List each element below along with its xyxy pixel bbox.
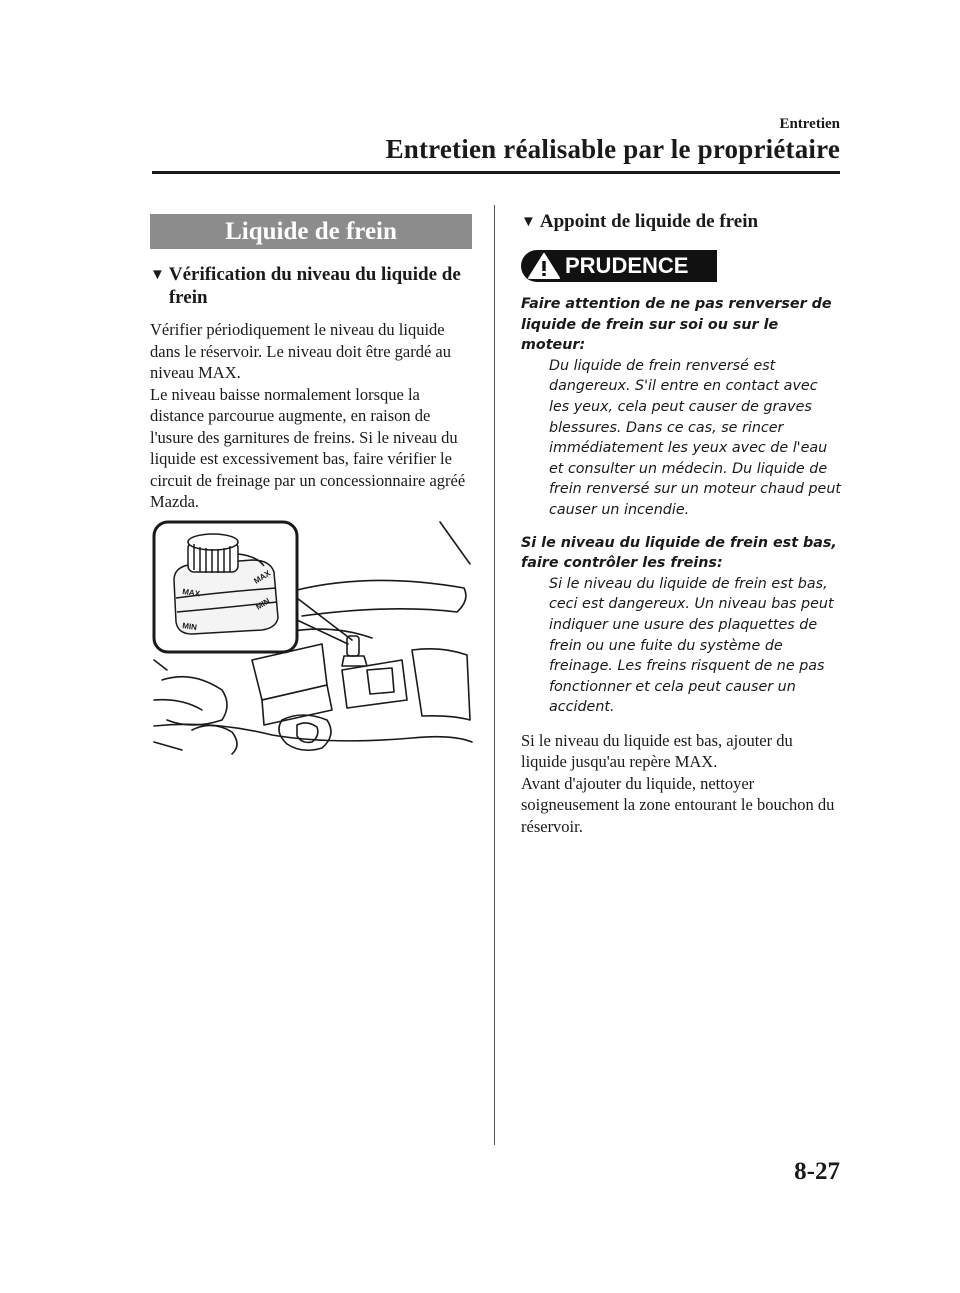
caution-lead: Faire attention de ne pas renverser de liquide de frein sur soi ou sur le moteur: xyxy=(521,296,832,354)
triangle-down-icon: ▼ xyxy=(150,267,165,283)
caution-box xyxy=(521,294,841,718)
left-column xyxy=(150,214,472,513)
subheading-text: Appoint de liquide de frein xyxy=(539,211,759,232)
subheading-text: Vérification du niveau du liquide de frein xyxy=(168,264,461,308)
subheading-add-fluid xyxy=(521,210,841,234)
header-rule xyxy=(152,171,840,174)
caution-text: Du liquide de frein renversé est dangereux. S'il entre en contact avec les yeux, cela peut causer de graves blessures. Dans ce cas, se rincer immédiatement les yeux avec de l'eau et consulter un médecin. Du liquide de frein renversé sur un moteur chaud peut causer un incendie. xyxy=(549,357,842,518)
column-divider xyxy=(494,205,495,1145)
paragraph: Vérifier périodiquement le niveau du liquide dans le réservoir. Le niveau doit être gardé au niveau MAX. xyxy=(150,320,451,382)
chapter-label: Entretien xyxy=(779,116,840,132)
warning-icon xyxy=(527,252,561,280)
paragraph: Si le niveau du liquide est bas, ajouter du liquide jusqu'au repère MAX. xyxy=(521,730,793,772)
paragraph: Avant d'ajouter du liquide, nettoyer soigneusement la zone entourant le bouchon du réservoir. xyxy=(521,773,835,836)
page-title: Entretien réalisable par le propriétaire xyxy=(385,134,840,164)
caution-text: Si le niveau du liquide de frein est bas, ceci est dangereux. Un niveau bas peut indiquer une usure des plaquettes de frein ou une fuite du système de freinage. Les freins risquent de ne pas fonctionner et cela peut causer un accident. xyxy=(549,575,834,716)
triangle-down-icon: ▼ xyxy=(521,214,536,230)
paragraph: Le niveau baisse normalement lorsque la distance parcourue augmente, en raison de l'usure des garnitures de freins. Si le niveau du liquide est excessivement bas, faire vérifier le circuit de freinage par un concessionnaire agréé Mazda. xyxy=(150,384,466,511)
brake-fluid-reservoir-illustration xyxy=(152,520,474,755)
section-title: Liquide de frein xyxy=(150,214,472,249)
check-level-text xyxy=(150,319,472,513)
add-fluid-text xyxy=(521,730,841,838)
max-front-label: MAX xyxy=(181,587,201,599)
max-side-label: MAX xyxy=(252,568,273,586)
page-number: 8-27 xyxy=(794,1158,840,1185)
right-column xyxy=(521,210,841,837)
caution-item xyxy=(521,294,841,521)
subheading-check-level xyxy=(150,263,472,309)
caution-lead: Si le niveau du liquide de frein est bas, faire contrôler les freins: xyxy=(521,534,837,572)
caution-badge xyxy=(521,250,717,282)
min-side-label: MIN xyxy=(254,596,272,612)
caution-badge-label: PRUDENCE xyxy=(565,253,689,278)
min-front-label: MIN xyxy=(181,621,198,633)
caution-item xyxy=(521,533,841,718)
